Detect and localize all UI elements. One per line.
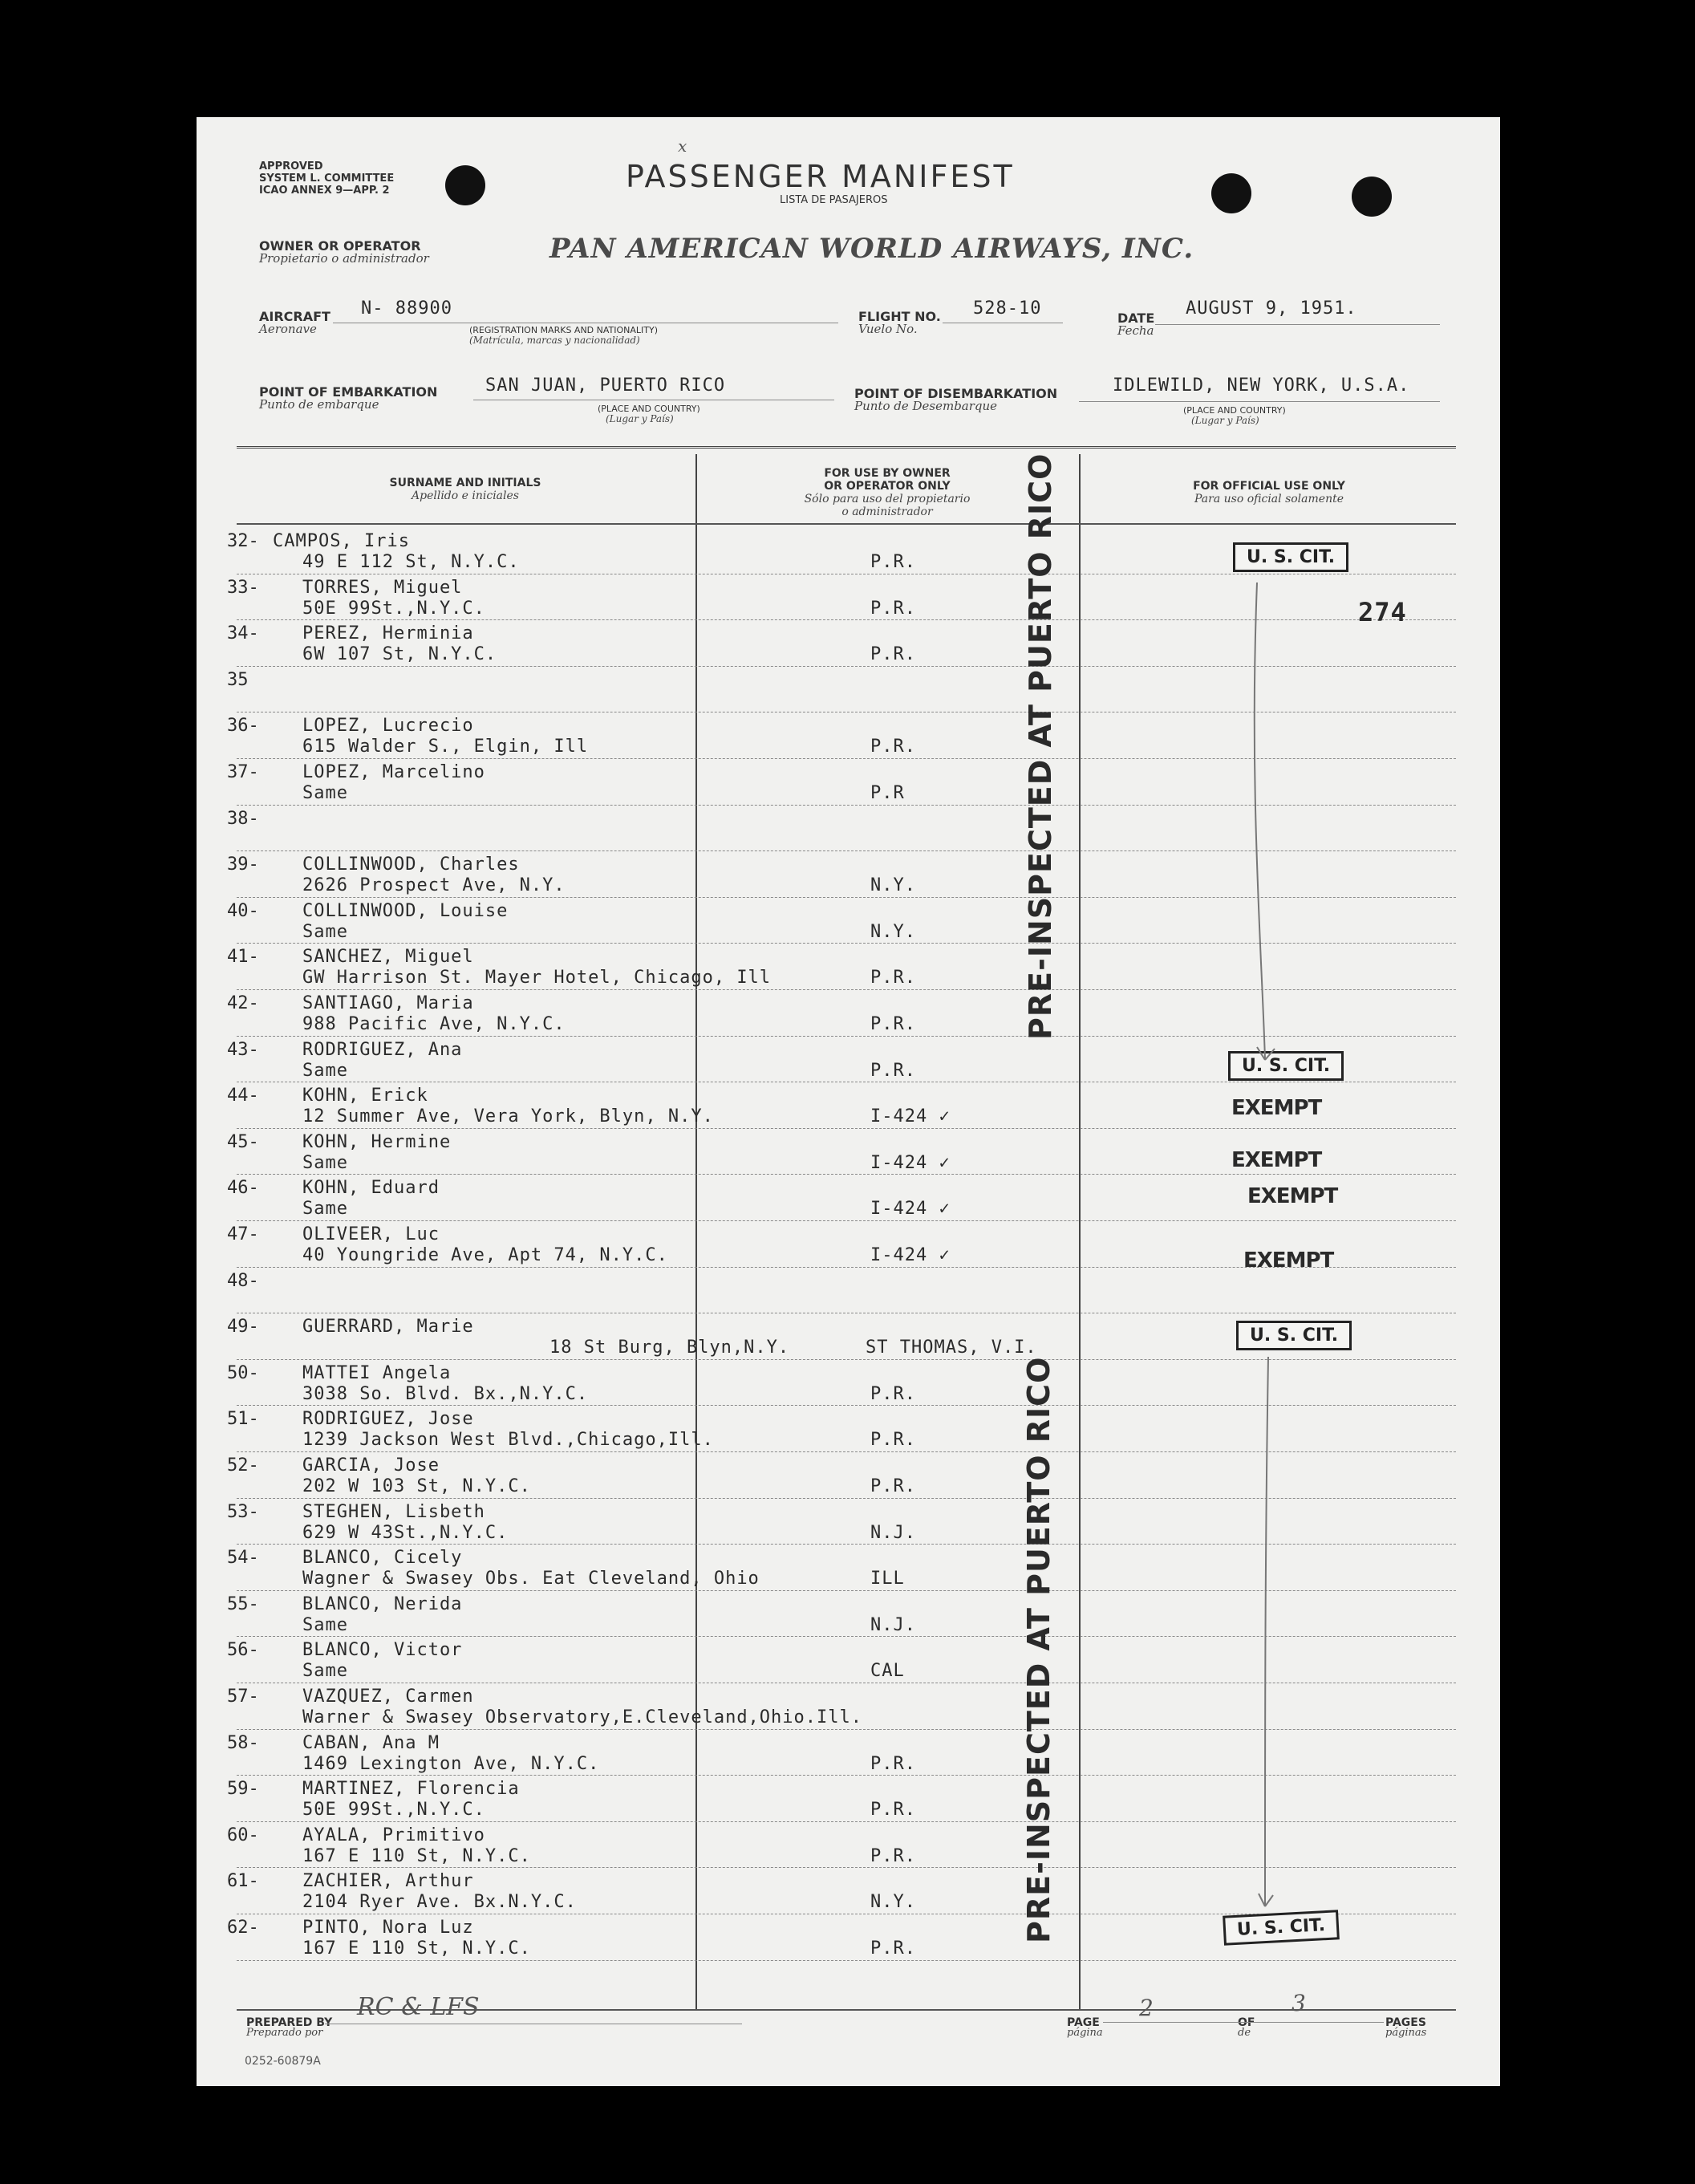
passenger-address: 988 Pacific Ave, N.Y.C. <box>302 1014 566 1034</box>
punch-hole-right <box>1352 177 1392 217</box>
passenger-name: SANTIAGO, Maria <box>302 993 474 1013</box>
passenger-address: 629 W 43St.,N.Y.C. <box>302 1522 509 1543</box>
origin-code: I-424 ✓ <box>870 1199 951 1220</box>
passenger-name: RODRIGUEZ, Jose <box>302 1409 474 1430</box>
passenger-address: GW Harrison St. Mayer Hotel, Chicago, Ill <box>302 968 772 988</box>
row-number: 56- <box>227 1640 259 1661</box>
row-number: 32- <box>227 531 259 551</box>
us-cit-stamp-2: U. S. CIT. <box>1228 1051 1344 1081</box>
row-number: 38- <box>227 808 259 829</box>
origin-code: P.R. <box>870 1753 916 1774</box>
origin-code: I-424 ✓ <box>870 1245 951 1265</box>
disembark-label-es: Punto de Desembarque <box>854 399 998 413</box>
passenger-address: 50E 99St.,N.Y.C. <box>302 598 485 619</box>
us-cit-stamp-3: U. S. CIT. <box>1236 1321 1352 1350</box>
origin-code: I-424 ✓ <box>870 1106 951 1127</box>
origin-code: P.R. <box>870 737 916 757</box>
pages-label: PAGES <box>1385 2016 1426 2029</box>
row-number: 46- <box>227 1178 259 1199</box>
passenger-address: 3038 So. Blvd. Bx.,N.Y.C. <box>302 1383 589 1404</box>
col3-header <box>1081 480 1458 505</box>
row-number: 60- <box>227 1825 259 1845</box>
origin-code: P.R. <box>870 552 916 572</box>
passenger-name: ZACHIER, Arthur <box>302 1871 474 1892</box>
col1-header <box>237 477 694 502</box>
approval-line-3: ICAO ANNEX 9—APP. 2 <box>259 185 390 197</box>
aircraft-sub: (REGISTRATION MARKS AND NATIONALITY) <box>469 325 659 335</box>
flight-label-es: Vuelo No. <box>858 322 918 336</box>
passenger-name: AYALA, Primitivo <box>302 1825 485 1845</box>
us-cit-stamp-1: U. S. CIT. <box>1233 542 1348 572</box>
exempt-stamp-1: EXEMPT <box>1231 1096 1322 1120</box>
row-divider <box>237 1960 1456 1961</box>
passenger-name: CAMPOS, Iris <box>273 531 410 551</box>
row-number: 40- <box>227 900 259 921</box>
date-underline <box>1155 324 1440 325</box>
disembark-label: POINT OF DISEMBARKATION <box>854 386 1058 401</box>
row-number: 57- <box>227 1687 259 1707</box>
date-label: DATE <box>1117 311 1155 326</box>
aircraft-label-es: Aeronave <box>259 322 317 336</box>
initial-mark: x <box>678 136 687 156</box>
col1-title-es: Apellido e iniciales <box>412 489 519 502</box>
passenger-address: Same <box>302 921 348 942</box>
date-value: AUGUST 9, 1951. <box>1186 298 1357 319</box>
disembark-sub: (PLACE AND COUNTRY) <box>1183 405 1286 416</box>
embark-label-es: Punto de embarque <box>259 397 379 412</box>
passenger-address: 1239 Jackson West Blvd.,Chicago,Ill. <box>302 1430 714 1451</box>
col2-title-es-b: o administrador <box>841 505 933 518</box>
passenger-name: KOHN, Erick <box>302 1086 428 1106</box>
passenger-name: OLIVEER, Luc <box>302 1224 440 1244</box>
passenger-address: Same <box>302 1060 348 1081</box>
origin-code: N.Y. <box>870 1892 916 1913</box>
origin-code: P.R. <box>870 1845 916 1866</box>
passenger-address: 2626 Prospect Ave, N.Y. <box>302 875 566 896</box>
col2-title-b: OR OPERATOR ONLY <box>824 480 951 493</box>
origin-code: P.R. <box>870 644 916 665</box>
passenger-name: CABAN, Ana M <box>302 1732 440 1753</box>
row-number: 59- <box>227 1779 259 1800</box>
row-number: 49- <box>227 1317 259 1338</box>
disembark-sub-es: (Lugar y País) <box>1191 415 1259 426</box>
origin-code: N.Y. <box>870 921 916 942</box>
embark-sub: (PLACE AND COUNTRY) <box>598 404 700 414</box>
manifest-subtitle: LISTA DE PASAJEROS <box>780 194 888 206</box>
flight-label: FLIGHT NO. <box>858 309 941 324</box>
row-number: 61- <box>227 1871 259 1892</box>
embark-label: POINT OF EMBARKATION <box>259 384 438 400</box>
passenger-name: RODRIGUEZ, Ana <box>302 1039 463 1060</box>
passenger-address: 167 E 110 St, N.Y.C. <box>302 1845 531 1866</box>
origin-code: P.R. <box>870 968 916 988</box>
passenger-address: 49 E 112 St, N.Y.C. <box>302 552 520 572</box>
manifest-title: PASSENGER MANIFEST <box>626 159 1015 194</box>
passenger-name: LOPEZ, Marcelino <box>302 762 485 782</box>
passenger-name: VAZQUEZ, Carmen <box>302 1687 474 1707</box>
passenger-address: Same <box>302 1661 348 1682</box>
passenger-name: GARCIA, Jose <box>302 1455 440 1476</box>
passenger-address: 615 Walder S., Elgin, Ill <box>302 737 589 757</box>
prepared-value: RC & LFS <box>357 1993 480 2021</box>
approval-line-1: APPROVED <box>259 160 323 173</box>
embark-sub-es: (Lugar y País) <box>606 413 674 424</box>
owner-value: PAN AMERICAN WORLD AIRWAYS, INC. <box>549 233 1194 265</box>
punch-hole-center <box>1211 173 1251 213</box>
passenger-name: SANCHEZ, Miguel <box>302 947 474 968</box>
row-number: 41- <box>227 947 259 968</box>
passenger-name: MATTEI Angela <box>302 1362 452 1383</box>
of-label-es: de <box>1238 2027 1251 2039</box>
origin-code: N.Y. <box>870 875 916 896</box>
row-number: 48- <box>227 1270 259 1291</box>
page-number-mark: 274 <box>1358 597 1407 627</box>
origin-code: P.R. <box>870 1476 916 1496</box>
exempt-stamp-3: EXEMPT <box>1247 1184 1338 1208</box>
flight-value: 528-10 <box>973 298 1042 319</box>
approval-block <box>259 160 394 197</box>
row-number: 51- <box>227 1409 259 1430</box>
passenger-address: Wagner & Swasey Obs. Eat Cleveland, Ohio <box>302 1569 760 1589</box>
passenger-name: KOHN, Eduard <box>302 1178 440 1199</box>
col2-title-es-a: Sólo para uso del propietario <box>804 493 971 505</box>
passenger-name: PINTO, Nora Luz <box>302 1918 474 1938</box>
form-number: 0252-60879A <box>245 2055 321 2068</box>
origin-code: P.R. <box>870 1938 916 1959</box>
origin-code: P.R <box>870 783 905 803</box>
origin-code: ST THOMAS, V.I. <box>866 1338 1037 1358</box>
row-number: 39- <box>227 855 259 875</box>
passenger-name: MARTINEZ, Florencia <box>302 1779 520 1800</box>
row-number: 44- <box>227 1086 259 1106</box>
passenger-address: 167 E 110 St, N.Y.C. <box>302 1938 531 1959</box>
row-number: 50- <box>227 1362 259 1383</box>
col3-title: FOR OFFICIAL USE ONLY <box>1193 480 1345 493</box>
passenger-name: KOHN, Hermine <box>302 1131 452 1152</box>
passenger-address: 12 Summer Ave, Vera York, Blyn, N.Y. <box>302 1106 714 1127</box>
passenger-address: 40 Youngride Ave, Apt 74, N.Y.C. <box>302 1245 668 1265</box>
row-number: 42- <box>227 993 259 1013</box>
manifest-sheet <box>197 117 1500 2086</box>
aircraft-value: N- 88900 <box>361 298 452 319</box>
passenger-address: 2104 Ryer Ave. Bx.N.Y.C. <box>302 1892 577 1913</box>
header-bottom-rule <box>237 523 1456 525</box>
disembark-underline <box>1079 401 1440 402</box>
origin-code: CAL <box>870 1661 905 1682</box>
of-label: OF <box>1238 2016 1255 2029</box>
passenger-name: COLLINWOOD, Charles <box>302 855 520 875</box>
origin-code: P.R. <box>870 1014 916 1034</box>
owner-label: OWNER OR OPERATOR <box>259 238 421 254</box>
passenger-address: Same <box>302 1614 348 1635</box>
exempt-stamp-4: EXEMPT <box>1243 1248 1334 1273</box>
row-number: 47- <box>227 1224 259 1244</box>
preinspected-stamp-1: PRE-INSPECTED AT PUERTO RICO <box>1023 453 1058 1040</box>
origin-code: P.R. <box>870 1430 916 1451</box>
passenger-name: BLANCO, Victor <box>302 1640 463 1661</box>
passenger-name: BLANCO, Nerida <box>302 1593 463 1614</box>
approval-line-2: SYSTEM L. COMMITTEE <box>259 173 395 185</box>
page-value: 2 <box>1139 1995 1154 2021</box>
row-number: 33- <box>227 577 259 598</box>
aircraft-label: AIRCRAFT <box>259 309 330 324</box>
row-number: 62- <box>227 1918 259 1938</box>
row-number: 45- <box>227 1131 259 1152</box>
passenger-name: GUERRARD, Marie <box>302 1317 474 1338</box>
embark-value: SAN JUAN, PUERTO RICO <box>485 376 726 396</box>
origin-code: N.J. <box>870 1522 916 1543</box>
passenger-address: Same <box>302 1199 348 1220</box>
origin-code: P.R. <box>870 598 916 619</box>
passenger-address: 6W 107 St, N.Y.C. <box>302 644 497 665</box>
prepared-label: PREPARED BY <box>246 2016 333 2029</box>
passenger-address: 50E 99St.,N.Y.C. <box>302 1800 485 1821</box>
passenger-address: 1469 Lexington Ave, N.Y.C. <box>302 1753 600 1774</box>
col2-title-a: FOR USE BY OWNER <box>824 467 951 480</box>
row-number: 37- <box>227 762 259 782</box>
col3-title-es: Para uso oficial solamente <box>1194 493 1344 505</box>
row-number: 36- <box>227 716 259 737</box>
origin-code: I-424 ✓ <box>870 1152 951 1173</box>
owner-label-es: Propietario o administrador <box>259 251 429 266</box>
passenger-name: LOPEZ, Lucrecio <box>302 716 474 737</box>
us-cit-stamp-4: U. S. CIT. <box>1223 1910 1340 1945</box>
passenger-address: Same <box>302 1152 348 1173</box>
passenger-address: 18 St Burg, Blyn,N.Y. <box>549 1338 790 1358</box>
row-number: 55- <box>227 1593 259 1614</box>
pages-label-es: páginas <box>1385 2027 1427 2039</box>
disembark-value: IDLEWILD, NEW YORK, U.S.A. <box>1113 376 1410 396</box>
row-number: 34- <box>227 623 259 644</box>
date-label-es: Fecha <box>1117 323 1154 338</box>
aircraft-sub-es: (Matrícula, marcas y nacionalidad) <box>469 335 640 346</box>
origin-code: P.R. <box>870 1383 916 1404</box>
row-number: 58- <box>227 1732 259 1753</box>
row-number: 54- <box>227 1548 259 1569</box>
passenger-name: TORRES, Miguel <box>302 577 463 598</box>
passenger-address: 202 W 103 St, N.Y.C. <box>302 1476 531 1496</box>
passenger-name: COLLINWOOD, Louise <box>302 900 509 921</box>
row-number: 35 <box>227 669 249 690</box>
origin-code: P.R. <box>870 1800 916 1821</box>
passenger-name: STEGHEN, Lisbeth <box>302 1501 485 1522</box>
page-underline <box>1103 2022 1384 2023</box>
origin-code: P.R. <box>870 1060 916 1081</box>
page-label-es: página <box>1067 2027 1103 2039</box>
passenger-address: Warner & Swasey Observatory,E.Cleveland,Ohio.Ill. <box>302 1707 863 1727</box>
passenger-name: BLANCO, Cicely <box>302 1548 463 1569</box>
col2-header <box>697 467 1077 518</box>
col1-title: SURNAME AND INITIALS <box>389 477 541 489</box>
passenger-name: PEREZ, Herminia <box>302 623 474 644</box>
row-number: 52- <box>227 1455 259 1476</box>
punch-hole-left <box>445 165 485 205</box>
prepared-label-es: Preparado por <box>246 2027 323 2039</box>
pencil-arrows <box>1079 550 1456 1930</box>
page-label: PAGE <box>1067 2016 1100 2029</box>
table-top-rule <box>237 446 1456 449</box>
exempt-stamp-2: EXEMPT <box>1231 1148 1322 1172</box>
row-number: 53- <box>227 1501 259 1522</box>
origin-code: ILL <box>870 1569 905 1589</box>
origin-code: N.J. <box>870 1614 916 1635</box>
row-number: 43- <box>227 1039 259 1060</box>
of-value: 3 <box>1292 1990 1306 2016</box>
preinspected-stamp-2: PRE-INSPECTED AT PUERTO RICO <box>1021 1356 1056 1943</box>
passenger-address: Same <box>302 783 348 803</box>
